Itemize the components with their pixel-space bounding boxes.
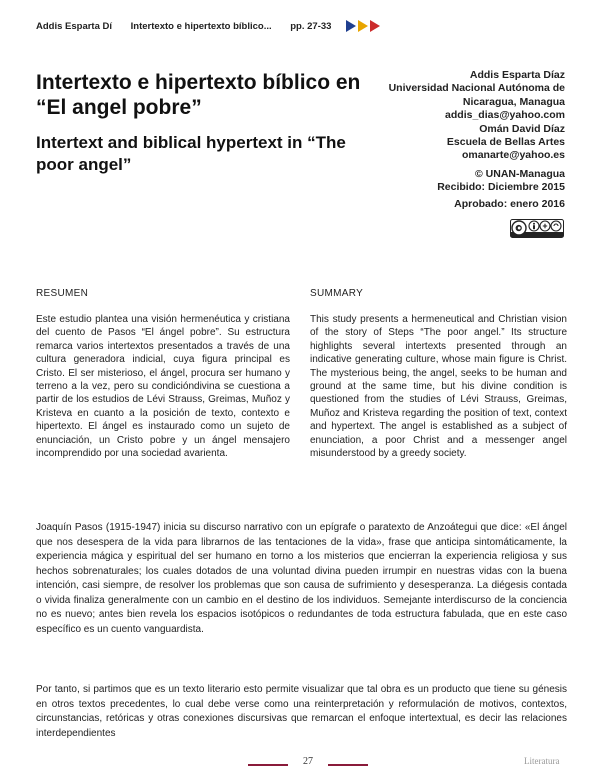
- triple-arrow-icon: [346, 20, 382, 32]
- approved-date: Aprobado: enero 2016: [454, 197, 565, 210]
- header-short-title: Intertexto e hipertexto bíblico...: [130, 21, 272, 32]
- author1-name: Addis Esparta Díaz: [469, 69, 565, 81]
- resumen-heading: RESUMEN: [36, 288, 89, 299]
- author2-name: Omán David Díaz: [479, 122, 565, 135]
- body-paragraph-1: Joaquín Pasos (1915-1947) inicia su discurso narrativo con un epígrafe o paratexto de Anzoátegui que dice: «El ángel que nos desespera de la vida para librarnos de las tentaciones de la vida», frase que anticipa sintomáticamente, la experiencia mágica y espiritual del ser humano en torno a los misterios que encierran la experiencia religiosa y sus hechos sobrenaturales; los cuales dotados de una voluntad divina pueden irrumpir en nuestras vidas con la buena intención, casi siempre, de resolver los problemas que son causa de sufrimiento y desesperanza. La diégesis contada o vivida finaliza generalmente con un cambio en el destino de los individuos. Semejante interdiscurso de la conciencia no es nuevo; antes bien revela los espacios isotópicos o redundantes de toda estructura fabulada, que en este caso específico es un cuento vanguardista.: [36, 522, 567, 635]
- footer-rule-left: [248, 764, 288, 766]
- header-pages: pp. 27-33: [290, 21, 332, 32]
- summary-text: This study presents a hermeneutical and Christian vision of the story of Steps “The poor angel.” Its structure highlights several intertexts presented through an indicative generating culture, whose main figure is Christ. The mysterious being, the angel, seeks to be human and ground at the same time, but his divine condition is questioned from the studies of Lévi Strauss, Greimas, Muñoz and Kristeva regarding the position of text, context and hypertext. The angel is established as a subject of enunciation, a poor Christ and a messenger angel misunderstood by a greedy society.: [310, 314, 567, 460]
- resumen-text: Este estudio plantea una visión hermenéutica y cristiana del cuento de Pasos “El ángel pobre”. Su estructura remarca varios intertextos presentados a través de una cultura generadora indicial, cuya figura principal es Cristo. El ser misterioso, el ángel, procura ser humano y terreno a la vez, pero su condicióndivina se cuestiona a partir de los estudios de Lévi Strauss, Greimas, Muñoz y Kristeva en cuanto a la posición de texto, contexto e hipertexto. El ángel es instaurado como un sujeto de enunciación, un Cristo pobre y un ángel mensajero incomprendido por una sociedad avarienta.: [36, 314, 290, 460]
- received-date: Recibido: Diciembre 2015: [437, 181, 565, 194]
- author1-email: addis_dias@yahoo.com: [445, 109, 565, 122]
- author-block: [325, 69, 565, 211]
- copyright: © UNAN-Managua: [475, 167, 565, 180]
- footer-rule-right: [328, 764, 368, 766]
- author2-affiliation: Escuela de Bellas Artes: [446, 136, 565, 149]
- author1-affiliation-line1: Universidad Nacional Autónoma de: [388, 82, 565, 95]
- running-header: [36, 21, 347, 32]
- article-title-spanish: Intertexto e hipertexto bíblico en “El angel pobre”: [36, 71, 361, 119]
- summary-heading: SUMMARY: [310, 288, 364, 299]
- author2-email: omanarte@yahoo.es: [461, 149, 565, 162]
- article-title-english: Intertext and biblical hypertext in “The poor angel”: [36, 133, 346, 174]
- arrow-yellow-icon: [358, 20, 368, 32]
- body-paragraph-2: Por tanto, si partimos que es un texto literario esto permite visualizar que tal obra es un producto que tiene su génesis en otros textos precedentes, lo cual debe verse como una reinterpretación y reformulación de motivos, contextos, circunstancias, retóricas y otras conexiones discursivas que remarcan el enfoque intertextual, es decir las relaciones interdependientes: [36, 684, 567, 739]
- header-author: Addis Esparta Dí: [36, 21, 113, 32]
- arrow-red-icon: [370, 20, 380, 32]
- section-name: Literatura: [524, 756, 560, 766]
- arrow-blue-icon: [346, 20, 356, 32]
- author1-affiliation-line2: Nicaragua, Managua: [462, 95, 565, 108]
- creative-commons-by-nc-sa-icon: [510, 219, 564, 238]
- page-number: 27: [303, 756, 313, 767]
